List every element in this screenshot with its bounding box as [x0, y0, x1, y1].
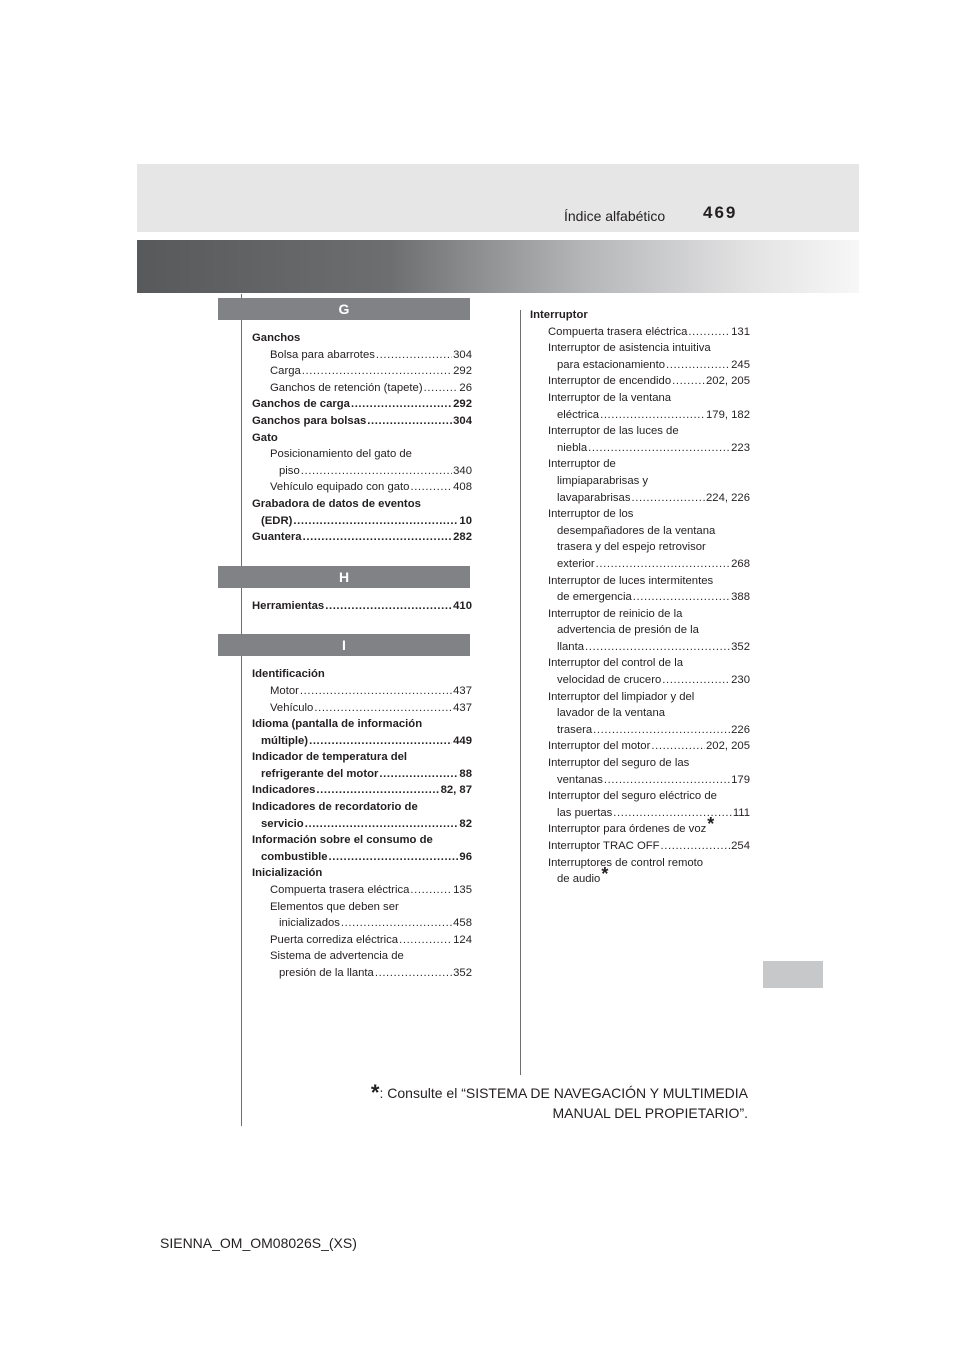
dot-leader [661, 838, 731, 855]
index-entry-text: Compuerta trasera eléctrica [548, 325, 688, 338]
index-entry-text: Información sobre el consumo de [252, 834, 433, 847]
dot-leader [596, 556, 730, 573]
header-gradient-bar [137, 240, 859, 293]
index-entry-page: 226 [731, 723, 750, 736]
index-entry-page: 268 [731, 557, 750, 570]
index-entry [530, 738, 750, 755]
dot-leader [631, 490, 705, 507]
index-entry-text: Interruptor [530, 309, 588, 321]
index-entry-page: 223 [731, 441, 750, 454]
index-entry [252, 479, 472, 496]
index-entry [530, 639, 750, 656]
index-entry-text: Interruptor del limpiador y del [548, 690, 695, 703]
section-letter-bar: G [218, 298, 470, 320]
index-entry-text: Interruptor de luces intermitentes [548, 574, 714, 587]
index-entry [252, 733, 472, 750]
index-entry [530, 864, 750, 888]
index-entry [252, 948, 472, 965]
index-entry-text: Interruptor TRAC OFF [548, 840, 660, 852]
index-entry [530, 722, 750, 739]
index-entry-text: Ganchos [252, 332, 301, 344]
index-entry-page: 230 [731, 674, 750, 687]
index-entry-text: para estacionamiento [557, 358, 666, 371]
dot-leader [410, 479, 452, 496]
index-entry-page: 352 [731, 640, 750, 653]
index-entry-page: 352 [453, 967, 472, 979]
index-entry [252, 749, 472, 766]
index-entry-text: Indicadores de recordatorio de [252, 801, 418, 814]
index-entry-page: 449 [453, 734, 472, 747]
index-entry [530, 407, 750, 424]
index-entry-page: 124 [453, 933, 472, 946]
index-entry [530, 523, 750, 540]
index-entry [252, 832, 472, 849]
index-entry [530, 573, 750, 590]
index-entry [530, 855, 750, 872]
index-entry [530, 556, 750, 573]
index-entry [252, 915, 472, 932]
index-entry [252, 496, 472, 513]
index-entry-page: 408 [453, 481, 472, 494]
dot-leader [375, 965, 452, 982]
dot-leader [325, 598, 452, 615]
index-entry [530, 755, 750, 772]
index-entry [252, 413, 472, 430]
index-entry-text: Indicadores [252, 784, 316, 797]
dot-leader [379, 766, 458, 783]
index-entry [530, 340, 750, 357]
dot-leader [300, 683, 452, 700]
index-entry-text: limpiaparabrisas y [557, 474, 649, 487]
index-entry-text: Idioma (pantalla de información [252, 718, 423, 731]
index-entry [530, 772, 750, 789]
index-entry [252, 683, 472, 700]
index-entry-text: Interruptor del motor [548, 740, 651, 753]
index-entry [530, 440, 750, 457]
index-entry-page: 410 [453, 599, 472, 612]
footnote-line-2: MANUAL DEL PROPIETARIO”. [552, 1105, 748, 1121]
index-entry [530, 788, 750, 805]
index-entry-page: 10 [459, 514, 472, 527]
index-entry-text: Interruptores de control remoto [548, 856, 704, 869]
index-entry-text: Ganchos de retención (tapete) [270, 381, 423, 394]
index-entry-page: 96 [459, 850, 472, 863]
index-entry-text: Guantera [252, 531, 302, 544]
index-entry-page: 292 [453, 365, 472, 378]
dot-leader [351, 396, 452, 413]
index-entry [530, 606, 750, 623]
index-entry-text: desempañadores de la ventana [557, 524, 716, 537]
index-entry [530, 589, 750, 606]
index-entry-page: 224, 226 [706, 491, 750, 504]
index-entry [252, 782, 472, 799]
index-entry-text: Interruptor de asistencia intuitiva [548, 342, 711, 355]
dot-leader [329, 849, 459, 866]
index-entry [530, 423, 750, 440]
index-entry [252, 799, 472, 816]
dot-leader [424, 380, 459, 397]
index-entry-text: Vehículo [270, 701, 314, 714]
index-entry [530, 307, 750, 324]
dot-leader [399, 932, 452, 949]
index-entry [252, 882, 472, 899]
index-entry-text: eléctrica [557, 408, 600, 421]
index-entry-text: Bolsa para abarrotes [270, 348, 375, 361]
index-entry [252, 347, 472, 364]
dot-leader [410, 882, 452, 899]
index-entry-text: Elementos que deben ser [270, 900, 399, 913]
index-entry-text: Puerta corrediza eléctrica [270, 933, 399, 946]
index-entry-text: piso [279, 464, 300, 477]
index-entry [252, 430, 472, 447]
index-entry-text: Interruptor para órdenes de voz [548, 823, 707, 836]
index-entry-page: 437 [453, 684, 472, 697]
index-entry-page: 292 [453, 398, 472, 411]
index-entry [252, 716, 472, 733]
index-entry-text: Posicionamiento del gato de [270, 448, 412, 461]
index-entry [530, 672, 750, 689]
index-entry-page: 282 [453, 531, 472, 544]
index-entry-text: Interruptor de los [548, 508, 634, 521]
index-entry-text: Inicialización [252, 867, 323, 880]
index-entry [252, 849, 472, 866]
index-entry [530, 473, 750, 490]
dot-leader [613, 805, 732, 822]
index-entry-text: advertencia de presión de la [557, 624, 699, 637]
index-entry [252, 446, 472, 463]
index-entry-text: Ganchos de carga [252, 398, 350, 411]
index-entry-page: 179 [731, 773, 750, 786]
index-entry-text: Interruptor de las luces de [548, 425, 679, 438]
index-entry-page: 202, 205 [706, 375, 750, 388]
dot-leader [585, 639, 730, 656]
section-letter-bar: H [218, 566, 470, 588]
footnote-line-1: : Consulte el “SISTEMA DE NAVEGACIÓN Y MULTIMEDIA [379, 1085, 748, 1101]
index-entry [530, 357, 750, 374]
index-entry-text: múltiple) [261, 734, 309, 747]
index-entry-page: 82 [459, 817, 472, 830]
index-entry-text: Interruptor del control de la [548, 657, 684, 670]
footnote-asterisk: * [707, 814, 715, 835]
dot-leader [672, 373, 705, 390]
index-left-column [252, 298, 472, 982]
dot-leader [341, 915, 452, 932]
dot-leader [302, 363, 452, 380]
index-entry-text: lavador de la ventana [557, 707, 666, 720]
document-code: SIENNA_OM_OM08026S_(XS) [160, 1235, 357, 1251]
index-entry-text: Interruptor del seguro de las [548, 757, 690, 770]
index-entry-page: 26 [459, 381, 472, 394]
index-entry-text: velocidad de crucero [557, 674, 662, 687]
index-entry [252, 380, 472, 397]
index-entry-page: 388 [731, 591, 750, 604]
dot-leader [305, 816, 459, 833]
index-entry-text: Indicador de temperatura del [252, 751, 408, 764]
index-entry-page: 131 [731, 325, 750, 338]
index-entry [252, 865, 472, 882]
index-entry [530, 490, 750, 507]
index-entry [252, 363, 472, 380]
index-entry-text: Ganchos para bolsas [252, 414, 367, 427]
dot-leader [666, 357, 730, 374]
index-entry-text: trasera y del espejo retrovisor [557, 541, 706, 554]
index-entry-text: refrigerante del motor [261, 767, 379, 780]
index-entry-text: lavaparabrisas [557, 491, 631, 504]
dot-leader [316, 782, 439, 799]
index-entry-text: inicializados [279, 917, 340, 930]
dot-leader [309, 733, 452, 750]
index-entry [530, 814, 750, 838]
index-entry-page: 111 [732, 806, 750, 819]
index-entry [252, 700, 472, 717]
index-entry-text: Interruptor de la ventana [548, 391, 672, 404]
index-entry-page: 254 [731, 840, 750, 852]
index-entry-text: Carga [270, 365, 301, 378]
index-entry [530, 390, 750, 407]
dot-leader [688, 324, 730, 341]
index-entry [530, 622, 750, 639]
index-entry [252, 529, 472, 546]
index-entry [252, 463, 472, 480]
index-entry-text: combustible [261, 850, 328, 863]
index-entry [252, 396, 472, 413]
left-margin-rule [241, 294, 242, 1126]
index-entry-text: Grabadora de datos de eventos [252, 497, 421, 510]
index-entry-text: llanta [557, 640, 585, 653]
index-entry [252, 330, 472, 347]
index-entry [530, 373, 750, 390]
index-entry-page: 245 [731, 358, 750, 371]
index-entry-page: 88 [459, 767, 472, 780]
index-entry-text: presión de la llanta [279, 967, 374, 979]
dot-leader [314, 700, 452, 717]
index-entry [252, 965, 472, 982]
column-divider [520, 310, 521, 1075]
index-entry-page: 135 [453, 884, 472, 897]
index-entry-text: Interruptor de [548, 458, 616, 471]
footnote-asterisk: * [601, 864, 609, 885]
index-entry-page: 179, 182 [706, 408, 750, 421]
section-letter-bar: I [218, 634, 470, 656]
index-entry-text: exterior [557, 557, 595, 570]
index-entry [252, 816, 472, 833]
index-entry [530, 655, 750, 672]
index-entry [252, 513, 472, 530]
dot-leader [293, 513, 458, 530]
index-entry [252, 766, 472, 783]
index-entry-text: de emergencia [557, 591, 632, 604]
index-entry [530, 456, 750, 473]
index-entry [530, 805, 750, 822]
index-entry [530, 324, 750, 341]
index-entry-page: 304 [453, 414, 472, 427]
dot-leader [662, 672, 730, 689]
index-entry-text: Sistema de advertencia de [270, 950, 404, 963]
index-entry-page: 202, 205 [706, 740, 750, 753]
index-entry-text: Vehículo equipado con gato [270, 481, 410, 494]
index-entry [252, 598, 472, 615]
index-entry-text: de audio [557, 873, 601, 886]
index-entry-text: Compuerta trasera eléctrica [270, 884, 410, 897]
index-entry-text: Interruptor de encendido [548, 375, 672, 388]
index-entry-text: Interruptor del seguro eléctrico de [548, 790, 717, 803]
index-entry-text: Identificación [252, 668, 325, 681]
index-entry-text: niebla [557, 441, 588, 454]
footnote [370, 1080, 748, 1123]
dot-leader [651, 738, 705, 755]
index-entry-text: servicio [261, 817, 304, 830]
dot-leader [303, 529, 453, 546]
index-entry [252, 932, 472, 949]
dot-leader [376, 347, 452, 364]
index-entry-text: ventanas [557, 773, 603, 786]
dot-leader [600, 407, 705, 424]
chapter-tab [763, 961, 823, 988]
page-number: 469 [703, 203, 738, 222]
index-entry-text: (EDR) [261, 514, 293, 527]
dot-leader [588, 440, 730, 457]
index-entry-page: 304 [453, 348, 472, 361]
index-entry-page: 82, 87 [440, 784, 472, 797]
index-entry [252, 666, 472, 683]
dot-leader [633, 589, 730, 606]
page-section-title: Índice alfabético [564, 208, 666, 224]
header-band [137, 164, 859, 232]
index-entry [530, 539, 750, 556]
index-entry-page: 340 [453, 464, 472, 477]
index-entry [530, 838, 750, 855]
index-entry [252, 899, 472, 916]
index-right-column [530, 307, 750, 888]
index-entry-text: Gato [252, 431, 278, 444]
index-entry-page: 437 [453, 701, 472, 714]
index-entry [530, 506, 750, 523]
index-entry-text: Herramientas [252, 599, 325, 612]
footnote-marker: * [370, 1080, 380, 1105]
index-entry [530, 705, 750, 722]
index-entry-page: 458 [453, 917, 472, 930]
dot-leader [301, 463, 452, 480]
dot-leader [593, 722, 730, 739]
index-entry-text: Motor [270, 684, 299, 697]
index-entry-text: Interruptor de reinicio de la [548, 607, 683, 620]
index-entry [530, 689, 750, 706]
dot-leader [604, 772, 730, 789]
dot-leader [367, 413, 452, 430]
index-entry-text: las puertas [557, 806, 613, 819]
index-entry-text: trasera [557, 723, 593, 736]
